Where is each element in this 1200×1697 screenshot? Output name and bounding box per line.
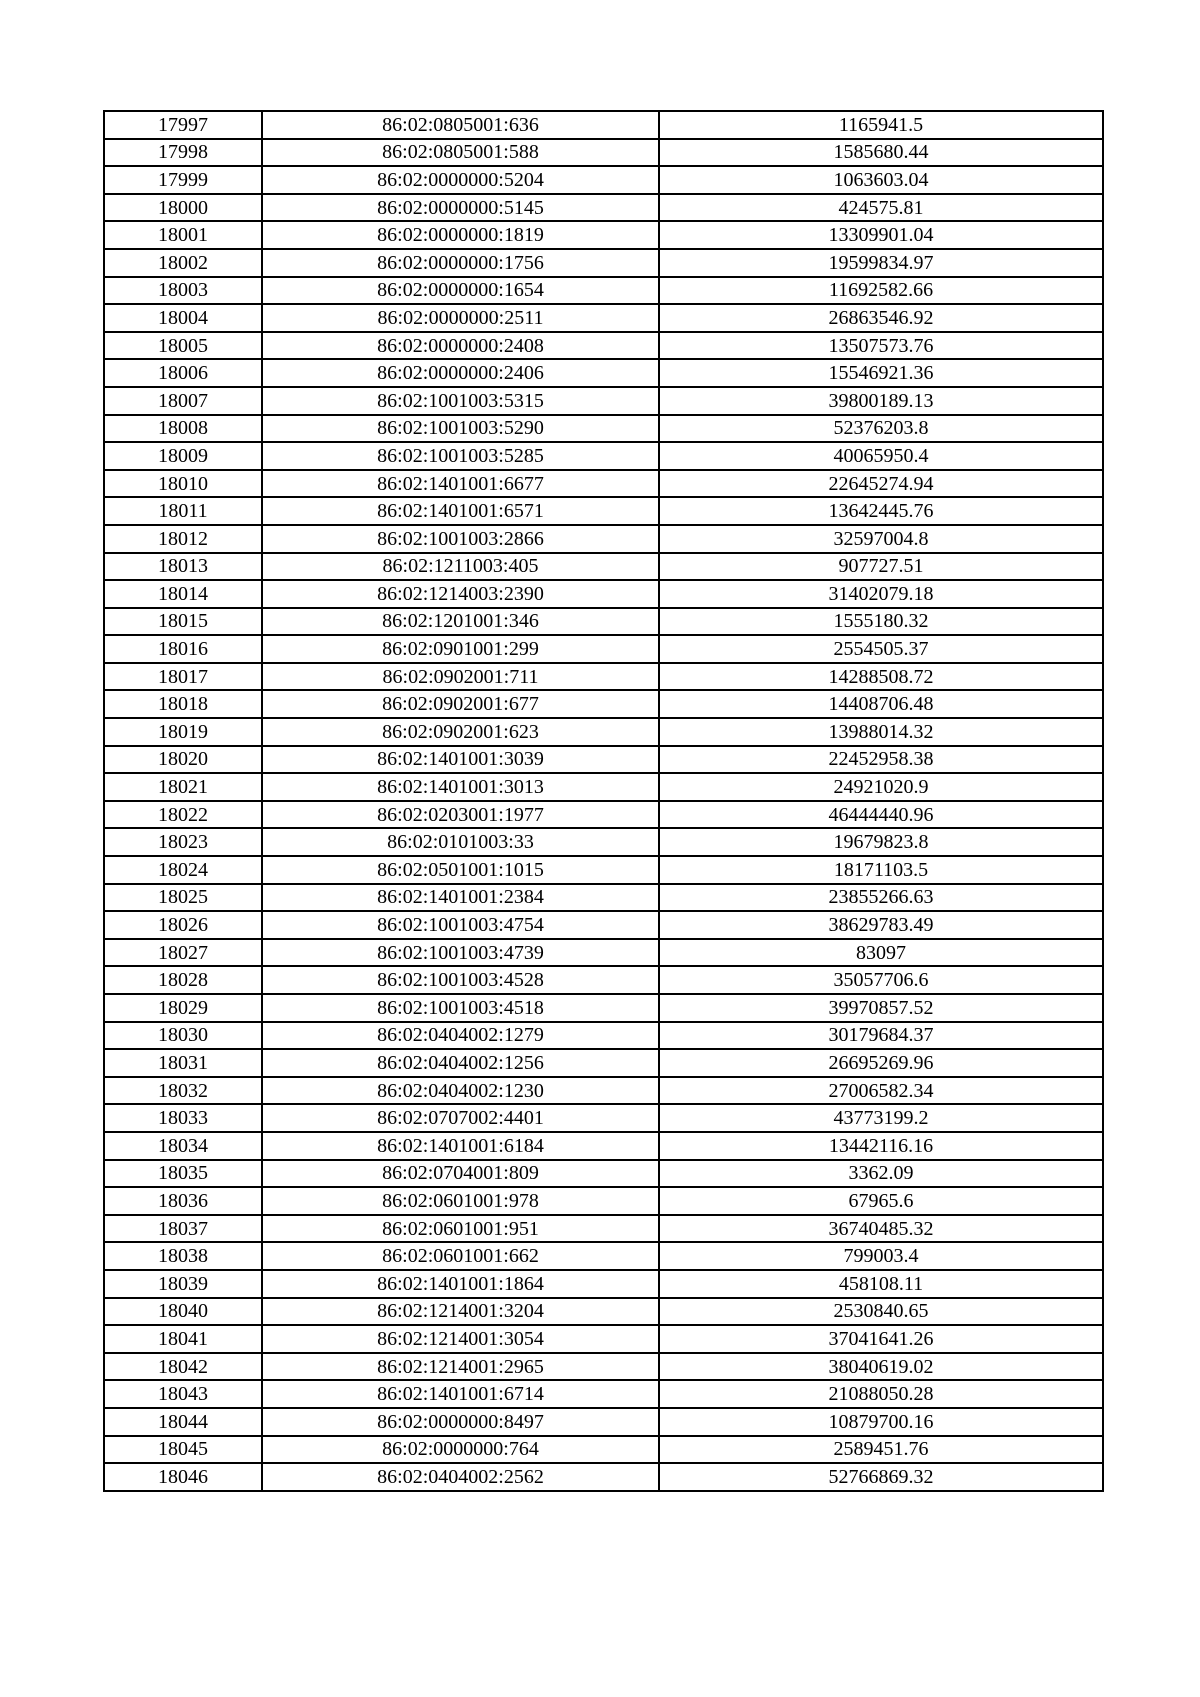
cadastral-value-cell: 26863546.92	[659, 304, 1103, 332]
row-number-cell: 17998	[104, 139, 262, 167]
cadastral-value-cell: 43773199.2	[659, 1104, 1103, 1132]
row-number-cell: 18024	[104, 856, 262, 884]
row-number-cell: 18035	[104, 1160, 262, 1188]
cadastral-number-cell: 86:02:0000000:5145	[262, 194, 659, 222]
cadastral-value-cell: 1165941.5	[659, 111, 1103, 139]
cadastral-value-cell: 14408706.48	[659, 690, 1103, 718]
cadastral-value-cell: 13988014.32	[659, 718, 1103, 746]
table-row	[104, 663, 1103, 691]
cadastral-value-cell: 19679823.8	[659, 828, 1103, 856]
table-row	[104, 332, 1103, 360]
row-number-cell: 17997	[104, 111, 262, 139]
cadastral-number-cell: 86:02:0902001:711	[262, 663, 659, 691]
cadastral-value-cell: 21088050.28	[659, 1380, 1103, 1408]
table-row	[104, 635, 1103, 663]
table-row	[104, 1104, 1103, 1132]
cadastral-number-cell: 86:02:1001003:5290	[262, 415, 659, 443]
row-number-cell: 18011	[104, 497, 262, 525]
cadastral-number-cell: 86:02:1401001:1864	[262, 1270, 659, 1298]
cadastral-value-cell: 13642445.76	[659, 497, 1103, 525]
cadastral-value-cell: 23855266.63	[659, 884, 1103, 912]
cadastral-number-cell: 86:02:0000000:1819	[262, 221, 659, 249]
cadastral-value-cell: 11692582.66	[659, 277, 1103, 305]
cadastral-number-cell: 86:02:0000000:2511	[262, 304, 659, 332]
cadastral-value-cell: 18171103.5	[659, 856, 1103, 884]
table-row	[104, 415, 1103, 443]
row-number-cell: 18002	[104, 249, 262, 277]
row-number-cell: 18043	[104, 1380, 262, 1408]
row-number-cell: 18014	[104, 580, 262, 608]
table-row	[104, 746, 1103, 774]
cadastral-value-cell: 40065950.4	[659, 442, 1103, 470]
table-row	[104, 1049, 1103, 1077]
cadastral-value-cell: 46444440.96	[659, 801, 1103, 829]
cadastral-number-cell: 86:02:0203001:1977	[262, 801, 659, 829]
table-row	[104, 166, 1103, 194]
cadastral-value-cell: 22645274.94	[659, 470, 1103, 498]
cadastral-number-cell: 86:02:0805001:636	[262, 111, 659, 139]
table-row	[104, 911, 1103, 939]
table-row	[104, 966, 1103, 994]
cadastral-number-cell: 86:02:1201001:346	[262, 608, 659, 636]
cadastral-value-cell: 67965.6	[659, 1187, 1103, 1215]
cadastral-number-cell: 86:02:1401001:6714	[262, 1380, 659, 1408]
row-number-cell: 18039	[104, 1270, 262, 1298]
table-row	[104, 1022, 1103, 1050]
cadastral-number-cell: 86:02:0501001:1015	[262, 856, 659, 884]
table-row	[104, 690, 1103, 718]
cadastral-value-cell: 2530840.65	[659, 1298, 1103, 1326]
cadastral-number-cell: 86:02:1401001:6677	[262, 470, 659, 498]
table-row	[104, 939, 1103, 967]
row-number-cell: 18020	[104, 746, 262, 774]
cadastral-number-cell: 86:02:0000000:2408	[262, 332, 659, 360]
cadastral-value-cell: 30179684.37	[659, 1022, 1103, 1050]
cadastral-value-cell: 38629783.49	[659, 911, 1103, 939]
row-number-cell: 18033	[104, 1104, 262, 1132]
cadastral-number-cell: 86:02:0601001:662	[262, 1242, 659, 1270]
cadastral-number-cell: 86:02:1001003:5315	[262, 387, 659, 415]
table-row	[104, 1408, 1103, 1436]
cadastral-number-cell: 86:02:1214001:3054	[262, 1325, 659, 1353]
cadastral-value-cell: 19599834.97	[659, 249, 1103, 277]
table-row	[104, 1380, 1103, 1408]
row-number-cell: 18006	[104, 359, 262, 387]
cadastral-number-cell: 86:02:1001003:5285	[262, 442, 659, 470]
table-row	[104, 249, 1103, 277]
table-row	[104, 1325, 1103, 1353]
cadastral-value-cell: 1555180.32	[659, 608, 1103, 636]
cadastral-number-cell: 86:02:0404002:1230	[262, 1077, 659, 1105]
cadastral-number-cell: 86:02:0000000:764	[262, 1436, 659, 1464]
row-number-cell: 18009	[104, 442, 262, 470]
row-number-cell: 18026	[104, 911, 262, 939]
cadastral-value-cell: 13442116.16	[659, 1132, 1103, 1160]
table-row	[104, 1160, 1103, 1188]
row-number-cell: 18000	[104, 194, 262, 222]
cadastral-number-cell: 86:02:1214003:2390	[262, 580, 659, 608]
cadastral-value-cell: 1063603.04	[659, 166, 1103, 194]
row-number-cell: 18046	[104, 1463, 262, 1491]
cadastral-value-cell: 31402079.18	[659, 580, 1103, 608]
cadastral-number-cell: 86:02:1001003:4518	[262, 994, 659, 1022]
table-row	[104, 359, 1103, 387]
cadastral-value-cell: 24921020.9	[659, 773, 1103, 801]
cadastral-value-cell: 799003.4	[659, 1242, 1103, 1270]
cadastral-value-cell: 37041641.26	[659, 1325, 1103, 1353]
cadastral-number-cell: 86:02:1214001:2965	[262, 1353, 659, 1381]
cadastral-value-cell: 38040619.02	[659, 1353, 1103, 1381]
row-number-cell: 17999	[104, 166, 262, 194]
row-number-cell: 18040	[104, 1298, 262, 1326]
row-number-cell: 18001	[104, 221, 262, 249]
cadastral-value-cell: 52766869.32	[659, 1463, 1103, 1491]
cadastral-number-cell: 86:02:1401001:6571	[262, 497, 659, 525]
table-row	[104, 525, 1103, 553]
row-number-cell: 18017	[104, 663, 262, 691]
table-row	[104, 773, 1103, 801]
table-row	[104, 221, 1103, 249]
table-row	[104, 442, 1103, 470]
row-number-cell: 18008	[104, 415, 262, 443]
cadastral-number-cell: 86:02:1211003:405	[262, 553, 659, 581]
cadastral-number-cell: 86:02:0000000:5204	[262, 166, 659, 194]
table-row	[104, 1077, 1103, 1105]
cadastral-value-cell: 3362.09	[659, 1160, 1103, 1188]
cadastral-value-cell: 52376203.8	[659, 415, 1103, 443]
table-row	[104, 856, 1103, 884]
table-body	[104, 111, 1103, 1491]
cadastral-value-cell: 83097	[659, 939, 1103, 967]
cadastral-number-cell: 86:02:1401001:3013	[262, 773, 659, 801]
cadastral-number-cell: 86:02:0101003:33	[262, 828, 659, 856]
table-row	[104, 608, 1103, 636]
cadastral-value-cell: 907727.51	[659, 553, 1103, 581]
row-number-cell: 18015	[104, 608, 262, 636]
cadastral-number-cell: 86:02:1401001:2384	[262, 884, 659, 912]
row-number-cell: 18027	[104, 939, 262, 967]
cadastral-value-cell: 35057706.6	[659, 966, 1103, 994]
row-number-cell: 18003	[104, 277, 262, 305]
row-number-cell: 18042	[104, 1353, 262, 1381]
row-number-cell: 18012	[104, 525, 262, 553]
table-row	[104, 1132, 1103, 1160]
table-row	[104, 1463, 1103, 1491]
row-number-cell: 18034	[104, 1132, 262, 1160]
cadastral-number-cell: 86:02:0404002:2562	[262, 1463, 659, 1491]
table-row	[104, 1187, 1103, 1215]
cadastral-number-cell: 86:02:1214001:3204	[262, 1298, 659, 1326]
row-number-cell: 18041	[104, 1325, 262, 1353]
cadastral-value-cell: 26695269.96	[659, 1049, 1103, 1077]
row-number-cell: 18021	[104, 773, 262, 801]
row-number-cell: 18038	[104, 1242, 262, 1270]
cadastral-number-cell: 86:02:0404002:1279	[262, 1022, 659, 1050]
cadastral-value-cell: 39800189.13	[659, 387, 1103, 415]
table-row	[104, 580, 1103, 608]
row-number-cell: 18004	[104, 304, 262, 332]
table-row	[104, 497, 1103, 525]
cadastral-number-cell: 86:02:0902001:623	[262, 718, 659, 746]
row-number-cell: 18022	[104, 801, 262, 829]
cadastral-number-cell: 86:02:0902001:677	[262, 690, 659, 718]
table-row	[104, 1242, 1103, 1270]
cadastral-number-cell: 86:02:1001003:4528	[262, 966, 659, 994]
cadastral-value-cell: 13507573.76	[659, 332, 1103, 360]
cadastral-value-cell: 27006582.34	[659, 1077, 1103, 1105]
row-number-cell: 18029	[104, 994, 262, 1022]
table-row	[104, 718, 1103, 746]
cadastral-number-cell: 86:02:0404002:1256	[262, 1049, 659, 1077]
cadastral-number-cell: 86:02:0707002:4401	[262, 1104, 659, 1132]
cadastral-value-cell: 2554505.37	[659, 635, 1103, 663]
row-number-cell: 18044	[104, 1408, 262, 1436]
cadastral-number-cell: 86:02:1001003:2866	[262, 525, 659, 553]
row-number-cell: 18018	[104, 690, 262, 718]
table-row	[104, 1215, 1103, 1243]
table-row	[104, 139, 1103, 167]
cadastral-number-cell: 86:02:0000000:8497	[262, 1408, 659, 1436]
cadastral-value-table	[103, 110, 1104, 1492]
row-number-cell: 18028	[104, 966, 262, 994]
cadastral-number-cell: 86:02:0901001:299	[262, 635, 659, 663]
table-row	[104, 194, 1103, 222]
cadastral-number-cell: 86:02:0601001:951	[262, 1215, 659, 1243]
row-number-cell: 18010	[104, 470, 262, 498]
cadastral-value-cell: 424575.81	[659, 194, 1103, 222]
table-row	[104, 277, 1103, 305]
cadastral-value-cell: 2589451.76	[659, 1436, 1103, 1464]
table-row	[104, 470, 1103, 498]
cadastral-number-cell: 86:02:1401001:3039	[262, 746, 659, 774]
table-row	[104, 1353, 1103, 1381]
cadastral-value-cell: 32597004.8	[659, 525, 1103, 553]
row-number-cell: 18025	[104, 884, 262, 912]
row-number-cell: 18045	[104, 1436, 262, 1464]
cadastral-number-cell: 86:02:0601001:978	[262, 1187, 659, 1215]
cadastral-number-cell: 86:02:0000000:2406	[262, 359, 659, 387]
row-number-cell: 18016	[104, 635, 262, 663]
cadastral-number-cell: 86:02:1401001:6184	[262, 1132, 659, 1160]
row-number-cell: 18007	[104, 387, 262, 415]
cadastral-number-cell: 86:02:1001003:4754	[262, 911, 659, 939]
row-number-cell: 18037	[104, 1215, 262, 1243]
table-row	[104, 304, 1103, 332]
table-row	[104, 884, 1103, 912]
table-row	[104, 1436, 1103, 1464]
cadastral-value-cell: 22452958.38	[659, 746, 1103, 774]
cadastral-value-cell: 15546921.36	[659, 359, 1103, 387]
cadastral-number-cell: 86:02:0000000:1756	[262, 249, 659, 277]
cadastral-value-cell: 458108.11	[659, 1270, 1103, 1298]
row-number-cell: 18023	[104, 828, 262, 856]
cadastral-number-cell: 86:02:1001003:4739	[262, 939, 659, 967]
table-row	[104, 1270, 1103, 1298]
cadastral-number-cell: 86:02:0805001:588	[262, 139, 659, 167]
row-number-cell: 18005	[104, 332, 262, 360]
cadastral-value-cell: 14288508.72	[659, 663, 1103, 691]
table-row	[104, 1298, 1103, 1326]
row-number-cell: 18030	[104, 1022, 262, 1050]
cadastral-value-cell: 39970857.52	[659, 994, 1103, 1022]
cadastral-value-cell: 1585680.44	[659, 139, 1103, 167]
row-number-cell: 18019	[104, 718, 262, 746]
table-row	[104, 553, 1103, 581]
table-row	[104, 828, 1103, 856]
cadastral-number-cell: 86:02:0000000:1654	[262, 277, 659, 305]
table-row	[104, 801, 1103, 829]
cadastral-value-cell: 36740485.32	[659, 1215, 1103, 1243]
table-row	[104, 387, 1103, 415]
table-row	[104, 994, 1103, 1022]
cadastral-value-cell: 13309901.04	[659, 221, 1103, 249]
cadastral-value-cell: 10879700.16	[659, 1408, 1103, 1436]
row-number-cell: 18032	[104, 1077, 262, 1105]
row-number-cell: 18036	[104, 1187, 262, 1215]
row-number-cell: 18031	[104, 1049, 262, 1077]
row-number-cell: 18013	[104, 553, 262, 581]
cadastral-number-cell: 86:02:0704001:809	[262, 1160, 659, 1188]
table-row	[104, 111, 1103, 139]
